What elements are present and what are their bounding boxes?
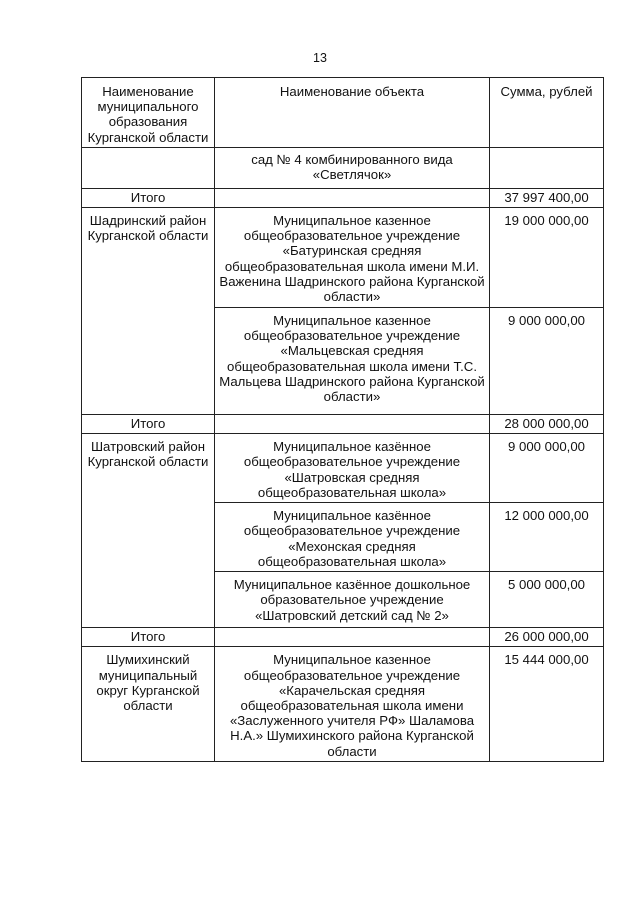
municipality-cell xyxy=(82,147,215,188)
page-number: 13 xyxy=(313,51,327,65)
budget-allocation-table xyxy=(81,77,604,762)
object-name-cell: Муниципальное казённое общеобразовательное учреждение «Мехонская средняя общеобразовательная школа» xyxy=(215,503,490,572)
header-object: Наименование объекта xyxy=(215,78,490,148)
municipality-cell: Шумихинский муниципальный округ Курганской области xyxy=(82,647,215,762)
amount-cell: 19 000 000,00 xyxy=(490,208,604,308)
total-label: Итого xyxy=(82,415,215,434)
table-row xyxy=(82,647,604,762)
amount-cell xyxy=(490,147,604,188)
object-name-cell xyxy=(215,628,490,647)
total-row xyxy=(82,188,604,207)
header-municipality: Наименование муниципального образования Курганской области xyxy=(82,78,215,148)
amount-cell: 9 000 000,00 xyxy=(490,434,604,503)
total-label: Итого xyxy=(82,188,215,207)
municipality-cell: Шатровский район Курганской области xyxy=(82,434,215,628)
total-label: Итого xyxy=(82,628,215,647)
total-amount: 26 000 000,00 xyxy=(490,628,604,647)
object-name-cell: сад № 4 комбинированного вида «Светлячок» xyxy=(215,147,490,188)
header-amount: Сумма, рублей xyxy=(490,78,604,148)
table-header-row xyxy=(82,78,604,148)
total-amount: 28 000 000,00 xyxy=(490,415,604,434)
municipality-cell: Шадринский район Курганской области xyxy=(82,208,215,415)
object-name-cell: Муниципальное казенное общеобразовательное учреждение «Батуринская средняя общеобразовательная школа имени М.И. Важенина Шадринского района Курганской области» xyxy=(215,208,490,308)
table-row xyxy=(82,147,604,188)
table-row xyxy=(82,434,604,503)
amount-cell: 15 444 000,00 xyxy=(490,647,604,762)
object-name-cell: Муниципальное казённое общеобразовательное учреждение «Шатровская средняя общеобразовательная школа» xyxy=(215,434,490,503)
total-row xyxy=(82,628,604,647)
object-name-cell xyxy=(215,415,490,434)
total-row xyxy=(82,415,604,434)
object-name-cell: Муниципальное казенное общеобразовательное учреждение «Карачельская средняя общеобразовательная школа имени «Заслуженного учителя РФ» Шаламова Н.А.» Шумихинского района Курганской области xyxy=(215,647,490,762)
amount-cell: 9 000 000,00 xyxy=(490,308,604,415)
amount-cell: 12 000 000,00 xyxy=(490,503,604,572)
object-name-cell: Муниципальное казённое дошкольное образовательное учреждение «Шатровский детский сад № 2» xyxy=(215,572,490,628)
total-amount: 37 997 400,00 xyxy=(490,188,604,207)
object-name-cell xyxy=(215,188,490,207)
object-name-cell: Муниципальное казенное общеобразовательное учреждение «Мальцевская средняя общеобразовательная школа имени Т.С. Мальцева Шадринского района Курганской области» xyxy=(215,308,490,415)
amount-cell: 5 000 000,00 xyxy=(490,572,604,628)
table-row xyxy=(82,208,604,308)
